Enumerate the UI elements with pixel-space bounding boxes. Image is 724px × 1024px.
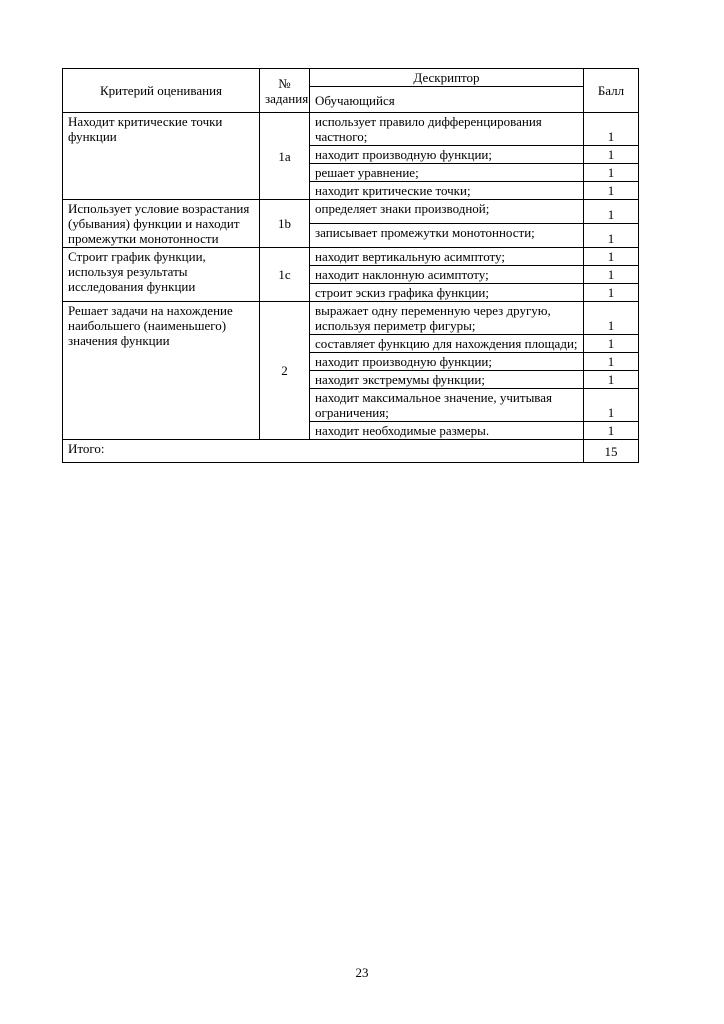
score-cell: 1 (584, 422, 639, 440)
score-cell: 1 (584, 284, 639, 302)
score-cell: 1 (584, 146, 639, 164)
criterion-cell: Строит график функции, используя результаты исследования функции (63, 248, 260, 302)
score-cell: 1 (584, 302, 639, 335)
descriptor-cell: выражает одну переменную через другую, используя периметр фигуры; (310, 302, 584, 335)
task-number-cell: 1c (260, 248, 310, 302)
score-cell: 1 (584, 164, 639, 182)
rubric-row (63, 248, 639, 266)
score-cell: 1 (584, 248, 639, 266)
score-cell: 1 (584, 335, 639, 353)
score-cell: 1 (584, 113, 639, 146)
score-cell: 1 (584, 182, 639, 200)
criterion-cell: Находит критические точки функции (63, 113, 260, 200)
rubric-body (63, 113, 639, 440)
score-cell: 1 (584, 371, 639, 389)
descriptor-cell: строит эскиз графика функции; (310, 284, 584, 302)
score-cell: 1 (584, 200, 639, 224)
criterion-cell: Решает задачи на нахождение наибольшего (наименьшего) значения функции (63, 302, 260, 440)
task-number-cell: 1b (260, 200, 310, 248)
score-cell: 1 (584, 353, 639, 371)
total-label: Итого: (63, 440, 584, 463)
descriptor-cell: находит критические точки; (310, 182, 584, 200)
descriptor-cell: находит вертикальную асимптоту; (310, 248, 584, 266)
descriptor-cell: составляет функцию для нахождения площади; (310, 335, 584, 353)
task-number-cell: 2 (260, 302, 310, 440)
score-header: Балл (584, 69, 639, 113)
assessment-rubric-table (62, 68, 639, 463)
total-row (63, 440, 639, 463)
header-row-1 (63, 69, 639, 87)
descriptor-cell: находит производную функции; (310, 353, 584, 371)
descriptor-cell: находит экстремумы функции; (310, 371, 584, 389)
descriptor-cell: использует правило дифференцирования частного; (310, 113, 584, 146)
rubric-row (63, 113, 639, 146)
descriptor-cell: находит необходимые размеры. (310, 422, 584, 440)
descriptor-cell: определяет знаки производной; (310, 200, 584, 224)
descriptor-cell: записывает промежутки монотонности; (310, 224, 584, 248)
criterion-cell: Использует условие возрастания (убывания) функции и находит промежутки монотонности (63, 200, 260, 248)
criterion-header: Критерий оценивания (63, 69, 260, 113)
task-number-cell: 1a (260, 113, 310, 200)
descriptor-cell: находит максимальное значение, учитывая ограничения; (310, 389, 584, 422)
descriptor-cell: решает уравнение; (310, 164, 584, 182)
score-cell: 1 (584, 389, 639, 422)
rubric-row (63, 302, 639, 335)
descriptor-cell: находит производную функции; (310, 146, 584, 164)
descriptor-cell: находит наклонную асимптоту; (310, 266, 584, 284)
rubric-row (63, 200, 639, 224)
descriptor-header: Дескриптор (310, 69, 584, 87)
page-number: 23 (355, 965, 369, 980)
task-number-header: № задания (260, 69, 310, 113)
student-subheader: Обучающийся (310, 87, 584, 113)
score-cell: 1 (584, 224, 639, 248)
score-cell: 1 (584, 266, 639, 284)
total-score: 15 (584, 440, 639, 463)
